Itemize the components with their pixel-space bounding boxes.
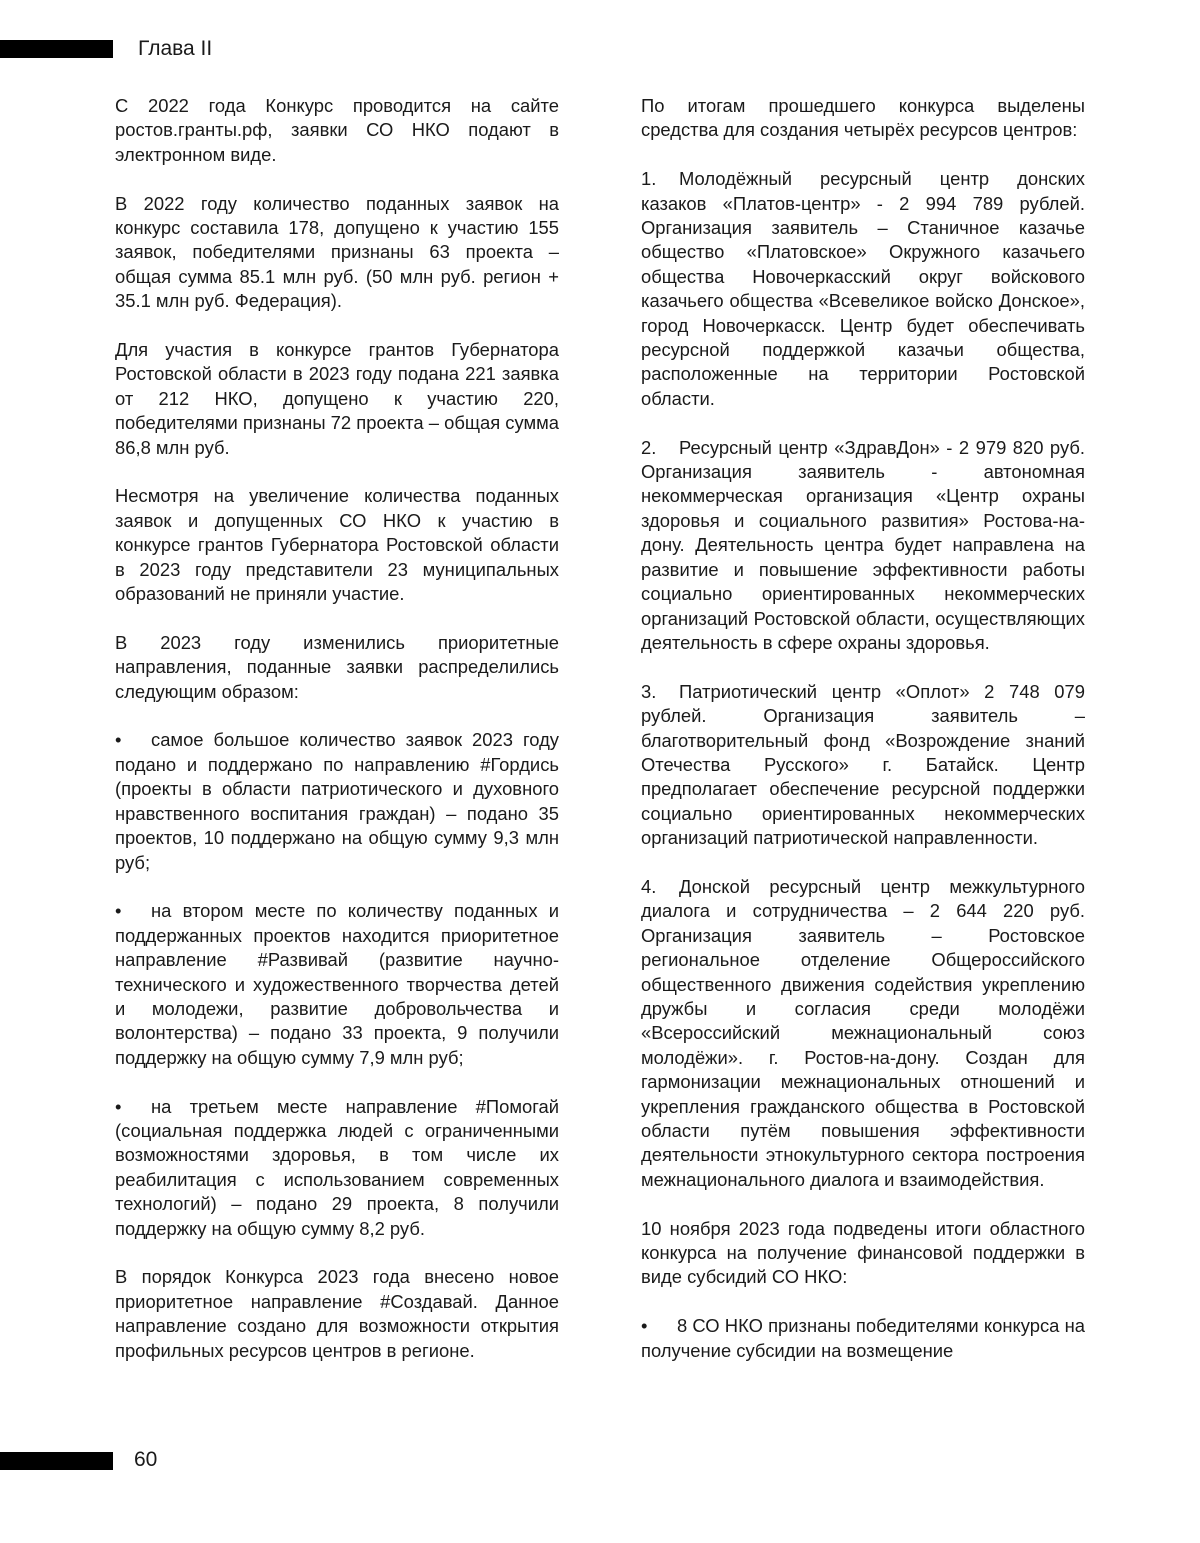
chapter-title: Глава II	[138, 37, 213, 60]
item-number: 1.	[641, 168, 657, 190]
bullet-item	[641, 1314, 1085, 1363]
right-column	[641, 94, 1085, 1387]
paragraph: В 2023 году изменились приоритетные направления, поданные заявки распределились следующим образом:	[115, 631, 559, 702]
paragraph: По итогам прошедшего конкурса выделены средства для создания четырёх ресурсов центров:	[641, 95, 1085, 141]
item-number: 2.	[641, 436, 657, 458]
bullet-item	[115, 1095, 559, 1241]
item-text: Патриотический центр «Оплот» 2 748 079 рублей. Организация заявитель – благотворительный фонд «Возрождение знаний Отечества Русского» г. Батайск. Центр предполагает обеспечение ресурсной поддержки социально ориентированных некоммерческих организаций патриотической направленности.	[641, 680, 1085, 849]
bullet-item	[115, 728, 559, 874]
bullet-icon: •	[115, 900, 122, 922]
bullet-icon: •	[115, 1095, 122, 1117]
item-number: 3.	[641, 680, 657, 702]
item-text: Молодёжный ресурсный центр донских казаков «Платов-центр» - 2 994 789 рублей. Организация заявитель – Станичное казачье общество «Платовское» Окружного казачьего общества Новочеркасский округ войскового казачьего общества «Всевеликое войско Донское», город Новочеркасск. Центр будет обеспечивать ресурсной поддержкой казачьи общества, расположенные на территории Ростовской области.	[641, 168, 1085, 409]
bullet-text: самое большое количество заявок 2023 году подано и поддержано по направлению #Гордись (проекты в области патриотического и духовного нравственного воспитания граждан) – подано 35 проектов, 10 поддержано на общую сумму 9,3 млн руб;	[115, 729, 559, 873]
paragraph: Для участия в конкурсе грантов Губернатора Ростовской области в 2023 году подана 221 заявка от 212 НКО, допущено к участию 220, победителями признаны 72 проекта – общая сумма 86,8 млн руб.	[115, 339, 559, 458]
bullet-text: на втором месте по количеству поданных и поддержанных проектов находится приоритетное направление #Развивай (развитие научно-технического и художественного творчества детей и молодежи, развитие добровольчества и волонтерства) – подано 33 проекта, 9 получили поддержку на общую сумму 7,9 млн руб;	[115, 900, 559, 1068]
bullet-item	[115, 899, 559, 1070]
item-text: Донской ресурсный центр межкультурного диалога и сотрудничества – 2 644 220 руб. Организация заявитель – Ростовское региональное отделение Общероссийского общественного движения содействия укреплению дружбы и согласия среди молодёжи «Всероссийский межнациональный союз молодёжи». г. Ростов-на-дону. Создан для гармонизации межнациональных отношений и укрепления гражданского общества в Ростовской области путём повышения эффективности деятельности этнокультурного сектора построения межнационального диалога и взаимодействия.	[641, 875, 1085, 1190]
bullet-icon: •	[641, 1315, 648, 1337]
numbered-item	[641, 875, 1085, 1192]
bullet-text: 8 СО НКО признаны победителями конкурса на получение субсидии на возмещение	[641, 1315, 1085, 1361]
page-number: 60	[134, 1448, 158, 1471]
item-number: 4.	[641, 875, 657, 897]
numbered-item	[641, 680, 1085, 851]
paragraph: С 2022 года Конкурс проводится на сайте ростов.гранты.рф, заявки СО НКО подают в электронном виде.	[115, 95, 559, 165]
numbered-item	[641, 436, 1085, 656]
paragraph: В порядок Конкурса 2023 года внесено новое приоритетное направление #Создавай. Данное направление создано для возможности открытия профильных ресурсов центров в регионе.	[115, 1266, 559, 1361]
paragraph: В 2022 году количество поданных заявок на конкурс составила 178, допущено к участию 155 заявок, победителями признаны 63 проекта – общая сумма 85.1 млн руб. (50 млн руб. регион + 35.1 млн руб. Федерация).	[115, 192, 559, 312]
bullet-text: на третьем месте направление #Помогай (социальная поддержка людей с ограниченными возможностями здоровья, в том числе их реабилитация с использованием современных технологий) – подано 29 проекта, 8 получили поддержку на общую сумму 8,2 руб.	[115, 1095, 559, 1239]
numbered-item	[641, 167, 1085, 411]
bullet-icon: •	[115, 729, 122, 751]
left-column	[115, 94, 559, 1387]
footer-bar	[0, 1452, 113, 1470]
paragraph: Несмотря на увеличение количества поданных заявок и допущенных СО НКО к участию в конкурсе грантов Губернатора Ростовской области в 2023 году представители 23 муниципальных образований не приняли участие.	[115, 485, 559, 605]
item-text: Ресурсный центр «ЗдравДон» - 2 979 820 руб. Организация заявитель - автономная некоммерческая организация «Центр охраны здоровья и социального развития» Ростова-на-дону. Деятельность центра будет направлена на развитие и повышение эффективности работы социально ориентированных некоммерческих организаций Ростовской области, осуществляющих деятельность в сфере охраны здоровья.	[641, 436, 1085, 653]
header-bar	[0, 40, 113, 58]
paragraph: 10 ноября 2023 года подведены итоги областного конкурса на получение финансовой поддержки в виде субсидий СО НКО:	[641, 1217, 1085, 1288]
